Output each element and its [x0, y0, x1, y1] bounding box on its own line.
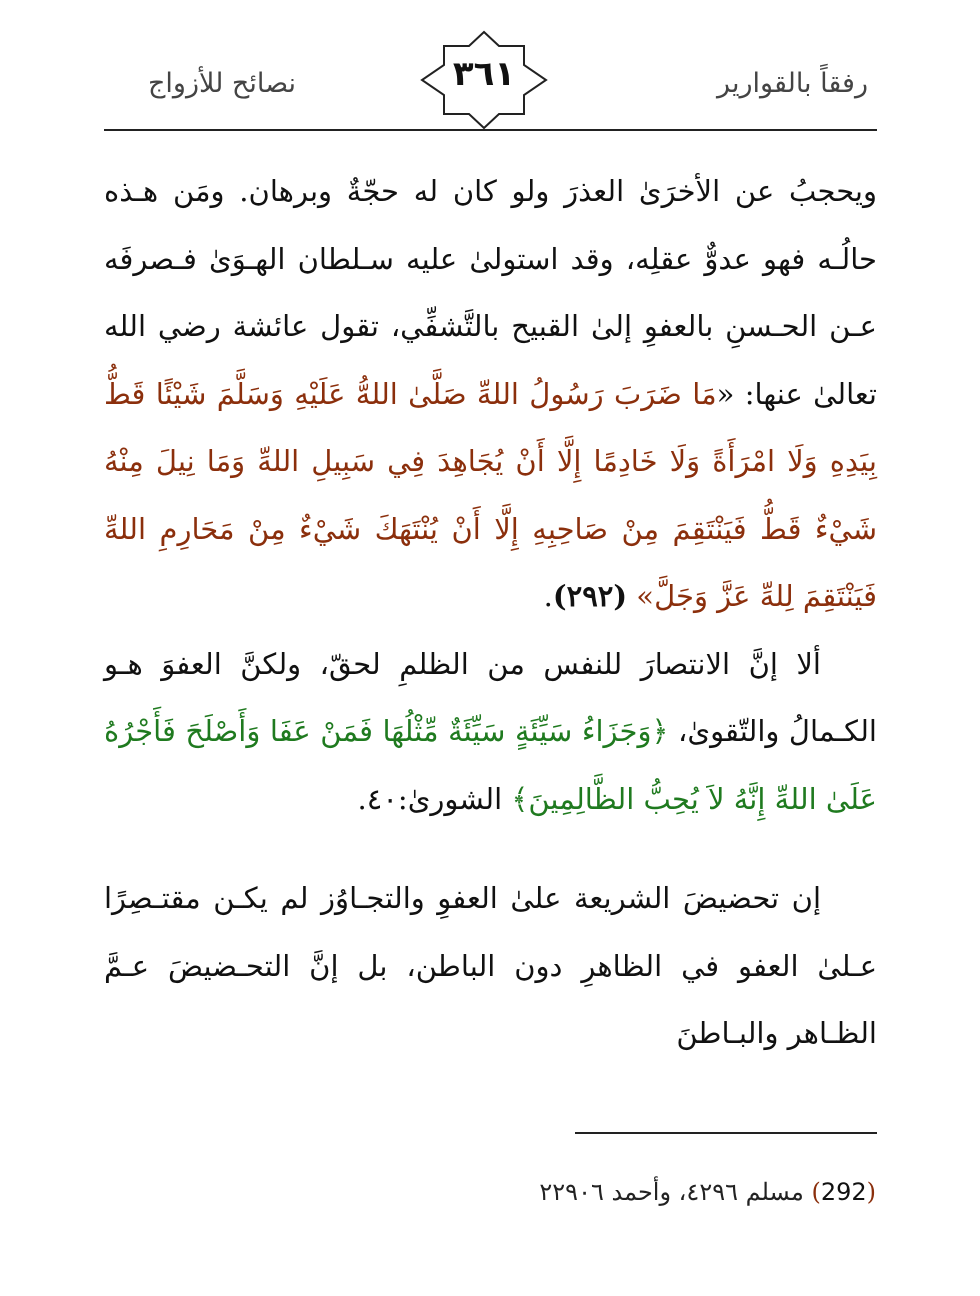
body-text — [104, 158, 877, 1068]
footnote-digits: 292 — [820, 1178, 867, 1206]
paragraph-1-end: . — [543, 579, 553, 613]
hadith-close: » — [627, 579, 655, 613]
footnote-reference[interactable]: (٢٩٢) — [552, 579, 628, 613]
paragraph-1-text: ويحجبُ عن الأخرَىٰ العذرَ ولو كان له حجّةٌ وبرهان. ومَن هـذه حالُـه فهو عدوٌّ عقلِه، وقد استولىٰ عليه سـلطان الهـوَىٰ فـصرفَه عـن الحـسنِ بالعفوِ إلىٰ القبيح بالتَّشفِّي، تقول عائشة رضي الله تعالىٰ عنها: « — [104, 174, 877, 411]
header-left-title: نصائح للأزواج — [148, 68, 297, 99]
footnote — [539, 1178, 876, 1206]
footnote-number — [811, 1178, 876, 1206]
paragraph-2-text: ألا إنَّ الانتصارَ للنفس من الظلمِ لحقّ، ولكنَّ العفوَ هـو الكـمالُ والتّقوىٰ، — [104, 646, 877, 748]
verse-citation: الشورىٰ:٤٠. — [357, 781, 512, 816]
footnote-open-paren: ( — [866, 1178, 876, 1206]
footnote-rule — [575, 1132, 877, 1134]
page-number-badge — [420, 30, 548, 130]
header-rule — [104, 129, 877, 131]
header-right-title: رفقاً بالقوارير — [717, 68, 868, 99]
paragraph-1 — [104, 158, 877, 631]
page-number: ٣٦١ — [452, 54, 516, 94]
quran-verse: ﴿وَجَزَاءُ سَيِّئَةٍ سَيِّئَةٌ مِّثْلُهَا فَمَنْ عَفَا وَأَصْلَحَ فَأَجْرُهُ عَلَىٰ اللهِّ إِنَّهُ لاَ يُحِبُّ الظَّالِمِينَ﴾ — [104, 714, 877, 816]
footnote-close-paren: ) — [811, 1178, 821, 1206]
paragraph-3: إن تحضيضَ الشريعة علىٰ العفوِ والتجـاوُز لم يكـن مقتـصِرًا عـلىٰ العفو في الظاهرِ دون الباطن، بل إنَّ التحـضيضَ عـمَّ الظـاهر والبـاطنَ — [104, 881, 877, 1050]
footnote-text: مسلم ٤٢٩٦، وأحمد ٢٢٩٠٦ — [539, 1178, 812, 1206]
paragraph-2 — [104, 631, 877, 834]
hadith-quote: مَا ضَرَبَ رَسُولُ اللهِّ صَلَّىٰ اللهُّ عَلَيْهِ وَسَلَّمَ شَيْئًا قَطُّ بِيَدِهِ وَلَا امْرَأَةً وَلَا خَادِمًا إِلَّا أَنْ يُجَاهِدَ فِي سَبِيلِ اللهِّ وَمَا نِيلَ مِنْهُ شَيْءٌ قَطُّ فَيَنْتَقِمَ مِنْ صَاحِبِهِ إِلَّا أَنْ يُنْتَهَكَ شَيْءٌ مِنْ مَحَارِمِ اللهِّ فَيَنْتَقِمَ لِلهِّ عَزَّ وَجَلَّ — [104, 376, 877, 613]
